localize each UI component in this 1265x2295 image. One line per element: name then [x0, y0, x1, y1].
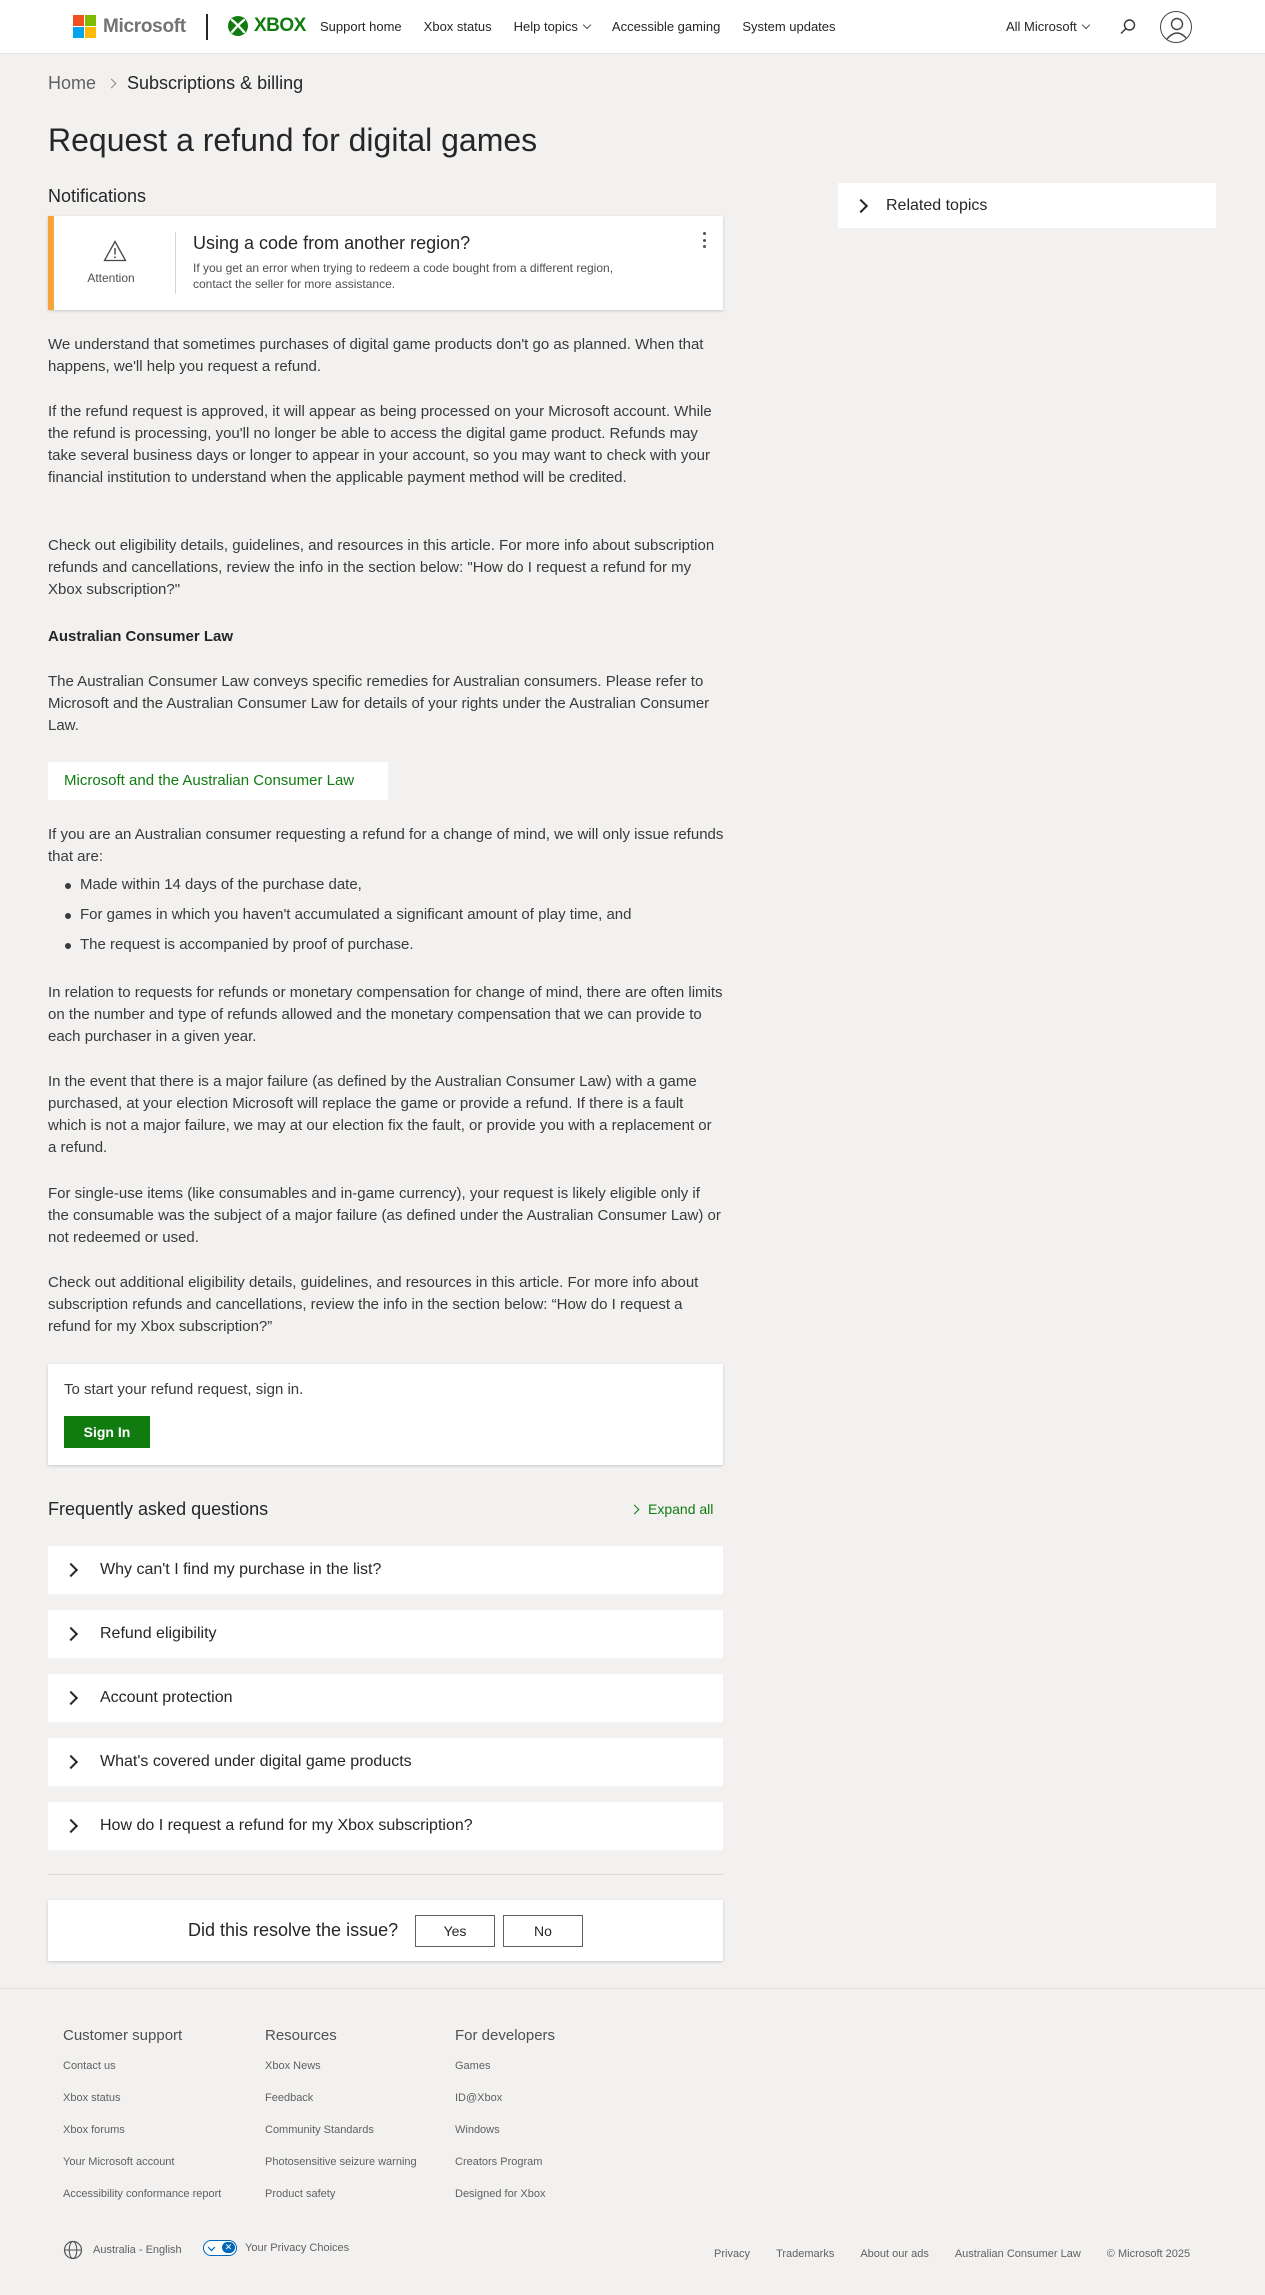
signin-card	[48, 1364, 723, 1465]
legal-link-privacy[interactable]: Privacy	[714, 2248, 751, 2260]
chevron-right-icon	[64, 1755, 78, 1769]
privacy-toggle-icon: ✕	[203, 2240, 237, 2256]
faq-heading: Frequently asked questions	[48, 1499, 269, 1519]
chevron-right-icon	[64, 1819, 78, 1833]
footer-column-heading: Resources	[265, 2027, 337, 2044]
search-button[interactable]	[1118, 17, 1138, 37]
globe-icon	[63, 2240, 83, 2260]
faq-item[interactable]	[48, 1546, 723, 1594]
faq-item[interactable]	[48, 1610, 723, 1658]
faq-item[interactable]	[48, 1738, 723, 1786]
footer-link[interactable]: Contact us	[63, 2060, 116, 2072]
chevron-down-icon	[583, 21, 591, 29]
warning-icon	[103, 240, 127, 262]
single-use-paragraph: For single-use items (like consumables and in-game currency), your request is likely eligible only if the consumable was the subject of a major failure (as defined under the Australian Consumer Law) or not redeemed or used.	[48, 1185, 721, 1246]
footer-link[interactable]: Feedback	[265, 2092, 314, 2104]
faq-question: Refund eligibility	[100, 1625, 217, 1642]
microsoft-logo-link[interactable]	[73, 15, 186, 38]
footer-column-developers	[455, 2027, 555, 2218]
additional-eligibility-paragraph: Check out additional eligibility details, guidelines, and resources in this article. For more info about subscription refunds and cancellations, review the info in the section below: “How do I request a refund for my Xbox subscription?”	[48, 1274, 699, 1335]
footer-link[interactable]: Games	[455, 2060, 491, 2072]
list-item: Made within 14 days of the purchase date,	[48, 874, 724, 904]
footer-column-heading: For developers	[455, 2027, 556, 2044]
faq-question: How do I request a refund for my Xbox subscription?	[100, 1817, 473, 1834]
footer-link[interactable]: Your Microsoft account	[63, 2156, 175, 2168]
footer-link[interactable]: Xbox forums	[63, 2124, 125, 2136]
footer-column-customer-support	[63, 2027, 221, 2218]
all-microsoft-menu[interactable]	[1006, 19, 1089, 34]
legal-link-about-ads[interactable]: About our ads	[860, 2248, 929, 2260]
nav-support-home[interactable]: Support home	[320, 19, 402, 34]
footer-link[interactable]: Community Standards	[265, 2124, 374, 2136]
privacy-choices-link[interactable]	[203, 2240, 349, 2256]
breadcrumb-home[interactable]: Home	[48, 73, 97, 93]
notification-divider	[175, 232, 176, 294]
feedback-yes-button[interactable]: Yes	[415, 1915, 495, 1947]
notification-icon-label: Attention	[87, 271, 135, 285]
all-microsoft-label: All Microsoft	[1006, 19, 1077, 34]
microsoft-wordmark: Microsoft	[103, 15, 186, 37]
top-navigation	[0, 0, 1265, 54]
nav-divider	[206, 14, 208, 40]
footer-link[interactable]: ID@Xbox	[455, 2092, 503, 2104]
chevron-down-icon	[1082, 21, 1090, 29]
breadcrumb	[48, 73, 303, 94]
footer-link[interactable]: Xbox News	[265, 2060, 321, 2072]
expand-all-button[interactable]	[631, 1501, 713, 1517]
footer-link[interactable]: Product safety	[265, 2188, 336, 2200]
chevron-right-icon	[854, 198, 868, 212]
nav-help-topics-label: Help topics	[513, 19, 578, 34]
locale-selector[interactable]	[63, 2240, 182, 2260]
account-button[interactable]	[1160, 11, 1192, 43]
chevron-right-icon	[107, 79, 117, 89]
expand-all-label: Expand all	[648, 1501, 714, 1517]
nav-accessible-gaming[interactable]: Accessible gaming	[611, 19, 721, 34]
eligibility-paragraph: Check out eligibility details, guidelines, and resources in this article. For more info about subscription refunds and cancellations, review the info in the section below: "How do I request a refund for my Xbox subscription?"	[48, 537, 715, 598]
chevron-right-icon	[64, 1691, 78, 1705]
legal-link-trademarks[interactable]: Trademarks	[776, 2248, 835, 2260]
notification-body: If you get an error when trying to redeem a code bought from a different region, contact the seller for more assistance.	[193, 261, 614, 291]
list-item: The request is accompanied by proof of purchase.	[48, 934, 724, 964]
microsoft-logo-icon	[73, 15, 96, 38]
acl-link-button[interactable]: Microsoft and the Australian Consumer Law	[48, 762, 388, 800]
footer-column-resources	[265, 2027, 417, 2218]
chevron-right-icon	[64, 1563, 78, 1577]
footer-link[interactable]: Windows	[455, 2124, 500, 2136]
major-failure-paragraph: In the event that there is a major failure (as defined by the Australian Consumer Law) with a game purchased, at your election Microsoft will replace the game or provide a refund. If there is a fault which is not a major failure, we may at our election fix the fault, or provide you with a replacement or a refund.	[48, 1073, 712, 1156]
xbox-logo-icon	[227, 15, 249, 37]
refund-processing-paragraph: If the refund request is approved, it will appear as being processed on your Microsoft account. While the refund is processing, you'll no longer be able to access the digital game product. Refunds may take several business days or longer to appear in your account, so you may want to check with your financial institution to understand when the applicable payment method will be credited.	[48, 403, 712, 486]
faq-question: Why can't I find my purchase in the list?	[100, 1561, 382, 1578]
chevron-right-icon	[64, 1627, 78, 1641]
notification-card	[48, 216, 723, 310]
more-options-icon[interactable]	[699, 230, 709, 250]
copyright: © Microsoft 2025	[1106, 2248, 1191, 2260]
xbox-logo-link[interactable]	[227, 15, 306, 37]
footer-column-heading: Customer support	[63, 2027, 183, 2044]
footer-link[interactable]: Photosensitive seizure warning	[265, 2156, 417, 2168]
footer-bottom-bar	[0, 2240, 1265, 2270]
footer-link[interactable]: Accessibility conformance report	[63, 2188, 222, 2200]
privacy-choices-label: Your Privacy Choices	[245, 2242, 350, 2254]
legal-link-consumer-law[interactable]: Australian Consumer Law	[954, 2248, 1081, 2260]
limits-paragraph: In relation to requests for refunds or monetary compensation for change of mind, there are often limits on the number and type of refunds allowed and the monetary compensation that we can provide to each purchaser in a given year.	[48, 984, 723, 1045]
account-icon	[1161, 12, 1192, 43]
feedback-no-button[interactable]: No	[503, 1915, 583, 1947]
footer-link[interactable]: Designed for Xbox	[455, 2188, 546, 2200]
notifications-heading: Notifications	[48, 186, 147, 206]
intro-paragraph: We understand that sometimes purchases of digital game products don't go as planned. When that happens, we'll help you request a refund.	[48, 336, 704, 375]
notification-title: Using a code from another region?	[193, 233, 471, 253]
change-of-mind-paragraph: If you are an Australian consumer requesting a refund for a change of mind, we will only issue refunds that are:	[48, 826, 724, 865]
nav-system-updates[interactable]: System updates	[742, 19, 836, 34]
faq-item[interactable]	[48, 1802, 723, 1850]
breadcrumb-current[interactable]: Subscriptions & billing	[127, 73, 304, 93]
feedback-question: Did this resolve the issue?	[188, 1920, 399, 1940]
legal-links	[714, 2248, 1216, 2260]
list-item: For games in which you haven't accumulated a significant amount of play time, and	[48, 904, 724, 934]
search-icon	[1118, 17, 1138, 37]
chevron-right-icon	[630, 1504, 640, 1514]
primary-nav	[320, 19, 858, 34]
page-title: Request a refund for digital games	[48, 122, 538, 158]
related-topics-toggle[interactable]	[838, 183, 1216, 228]
section-divider	[48, 1874, 723, 1875]
footer-link[interactable]: Xbox status	[63, 2092, 121, 2104]
footer-link[interactable]: Creators Program	[455, 2156, 543, 2168]
nav-help-topics[interactable]	[514, 19, 590, 34]
nav-xbox-status[interactable]: Xbox status	[423, 19, 492, 34]
related-topics-label: Related topics	[886, 196, 988, 214]
sign-in-button[interactable]: Sign In	[64, 1416, 150, 1448]
faq-question: What's covered under digital game products	[100, 1753, 412, 1770]
acl-heading: Australian Consumer Law	[48, 628, 234, 645]
signin-prompt: To start your refund request, sign in.	[64, 1381, 304, 1398]
refund-conditions-list	[48, 874, 724, 964]
feedback-card	[48, 1900, 723, 1961]
faq-question: Account protection	[100, 1689, 233, 1706]
locale-label: Australia - English	[93, 2244, 182, 2256]
acl-paragraph: The Australian Consumer Law conveys specific remedies for Australian consumers. Please refer to Microsoft and the Australian Consumer Law for details of your rights under the Australian Consumer Law.	[48, 673, 710, 734]
faq-item[interactable]	[48, 1674, 723, 1722]
footer	[0, 1988, 1265, 2295]
xbox-wordmark: XBOX	[254, 15, 306, 36]
